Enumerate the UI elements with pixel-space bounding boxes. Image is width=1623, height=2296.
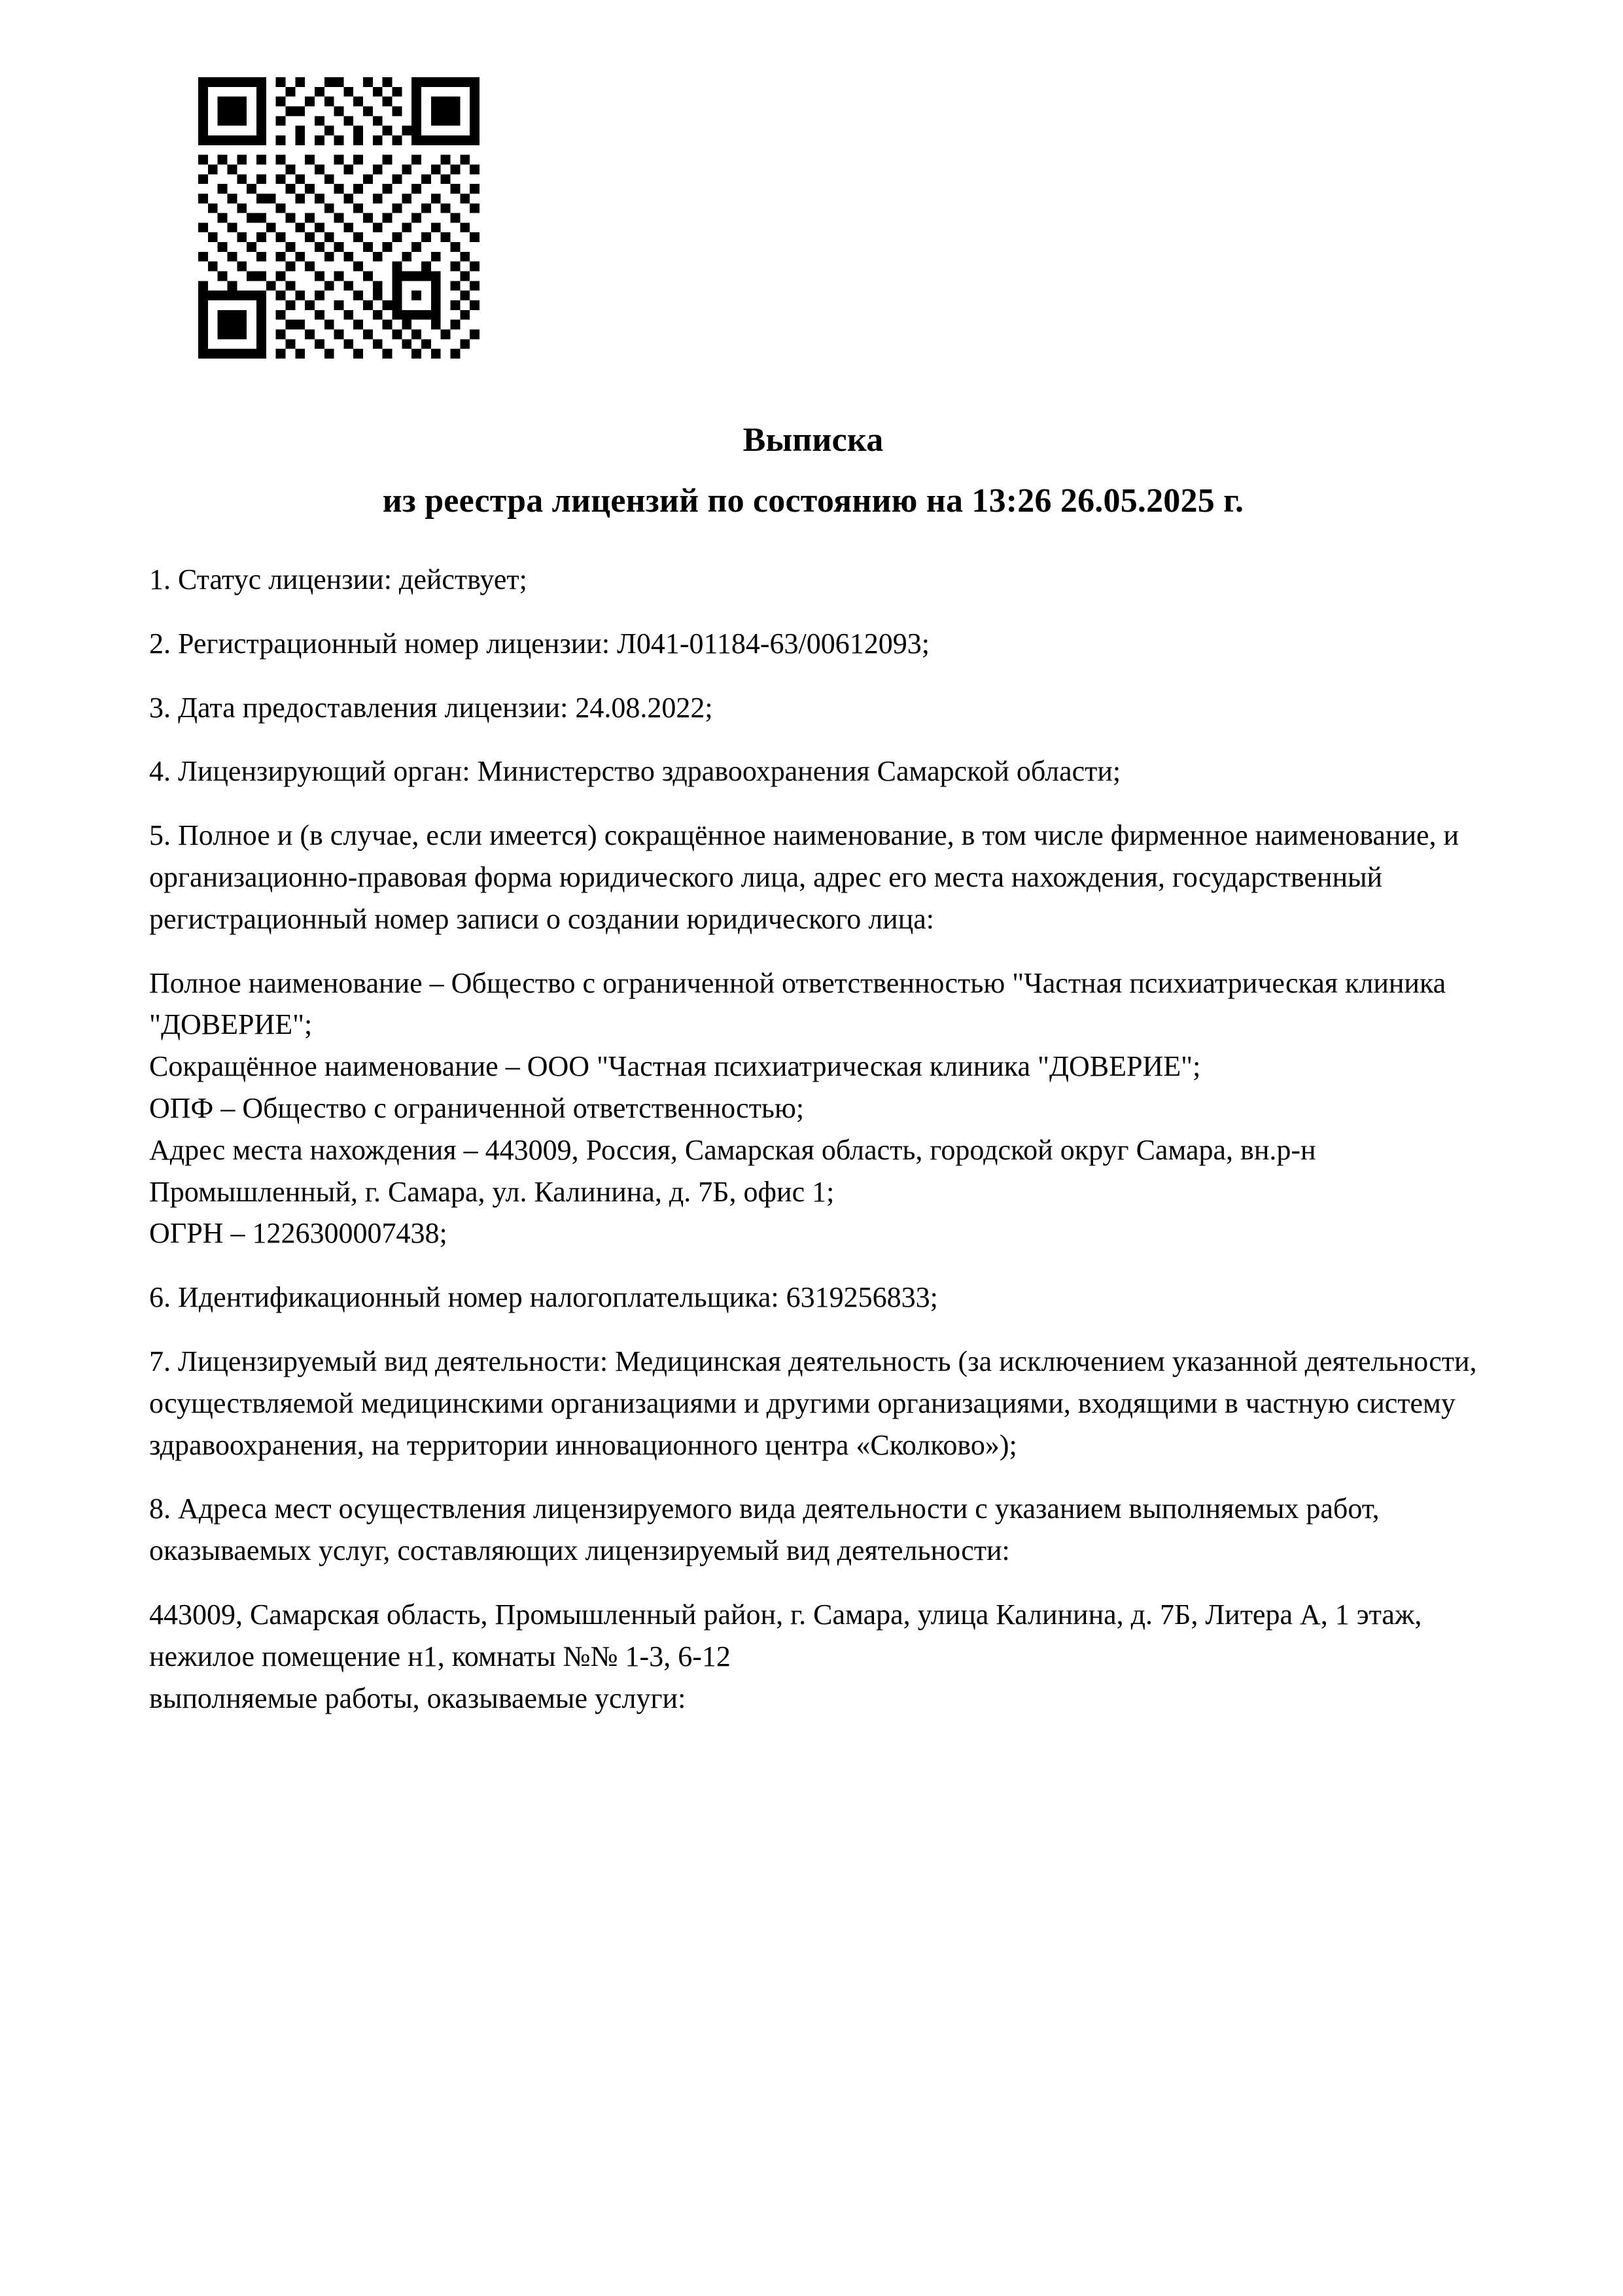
clause-inn: 6. Идентификационный номер налогоплательщика: 6319256833; [149, 1281, 938, 1314]
clause-registration-number: 2. Регистрационный номер лицензии: Л041-01184-63/00612093; [149, 627, 930, 660]
title-line-1: Выписка [742, 421, 884, 459]
qr-code-icon [198, 77, 480, 359]
activity-address: 443009, Самарская область, Промышленный район, г. Самара, улица Калинина, д. 7Б, Литера А, 1 этаж, нежилое помещение н1, комнаты №№ 1-3, 6-12 [149, 1598, 1429, 1672]
entity-full-name: Полное наименование – Общество с ограниченной ответственностью "Частная психиатрическая клиника "ДОВЕРИЕ"; [149, 966, 1454, 1041]
clause-addresses-heading: 8. Адреса мест осуществления лицензируемого вида деятельности с указанием выполняемых работ, оказываемых услуг, составляющих лицензируемый вид деятельности: [149, 1492, 1387, 1567]
entity-ogrn: ОГРН – 1226300007438; [149, 1217, 447, 1250]
entity-short-name: Сокращённое наименование – ООО "Частная психиатрическая клиника "ДОВЕРИЕ"; [149, 1050, 1201, 1083]
clause-status: 1. Статус лицензии: действует; [149, 563, 527, 595]
activity-address-block [149, 1594, 1477, 1719]
clause-licensing-authority: 4. Лицензирующий орган: Министерство здравоохранения Самарской области; [149, 755, 1121, 788]
document-body [149, 419, 1484, 1741]
title-line-2: из реестра лицензий по состоянию на 13:26 26.05.2025 г. [382, 482, 1244, 520]
clause-activity-type: 7. Лицензируемый вид деятельности: Медицинская деятельность (за исключением указанной деятельности, осуществляемой медицинскими организациями и другими организациями, входящими в частную систему здравоохранения, на территории инновационного центра «Сколково»); [149, 1345, 1484, 1461]
entity-legal-form: ОПФ – Общество с ограниченной ответственностью; [149, 1091, 805, 1124]
clause-names-heading: 5. Полное и (в случае, если имеется) сокращённое наименование, в том числе фирменное наименование, и организационно-правовая форма юридического лица, адрес его места нахождения, государственный регистрационный номер записи о создании юридического лица: [149, 819, 1467, 935]
activity-works-label: выполняемые работы, оказываемые услуги: [149, 1682, 686, 1714]
entity-address: Адрес места нахождения – 443009, Россия, Самарская область, городской округ Самара, вн.р-н Промышленный, г. Самара, ул. Калинина, д. 7Б, офис 1; [149, 1133, 1323, 1208]
document-title [149, 419, 1477, 522]
entity-details [149, 963, 1477, 1255]
clause-date-granted: 3. Дата предоставления лицензии: 24.08.2022; [149, 691, 713, 724]
